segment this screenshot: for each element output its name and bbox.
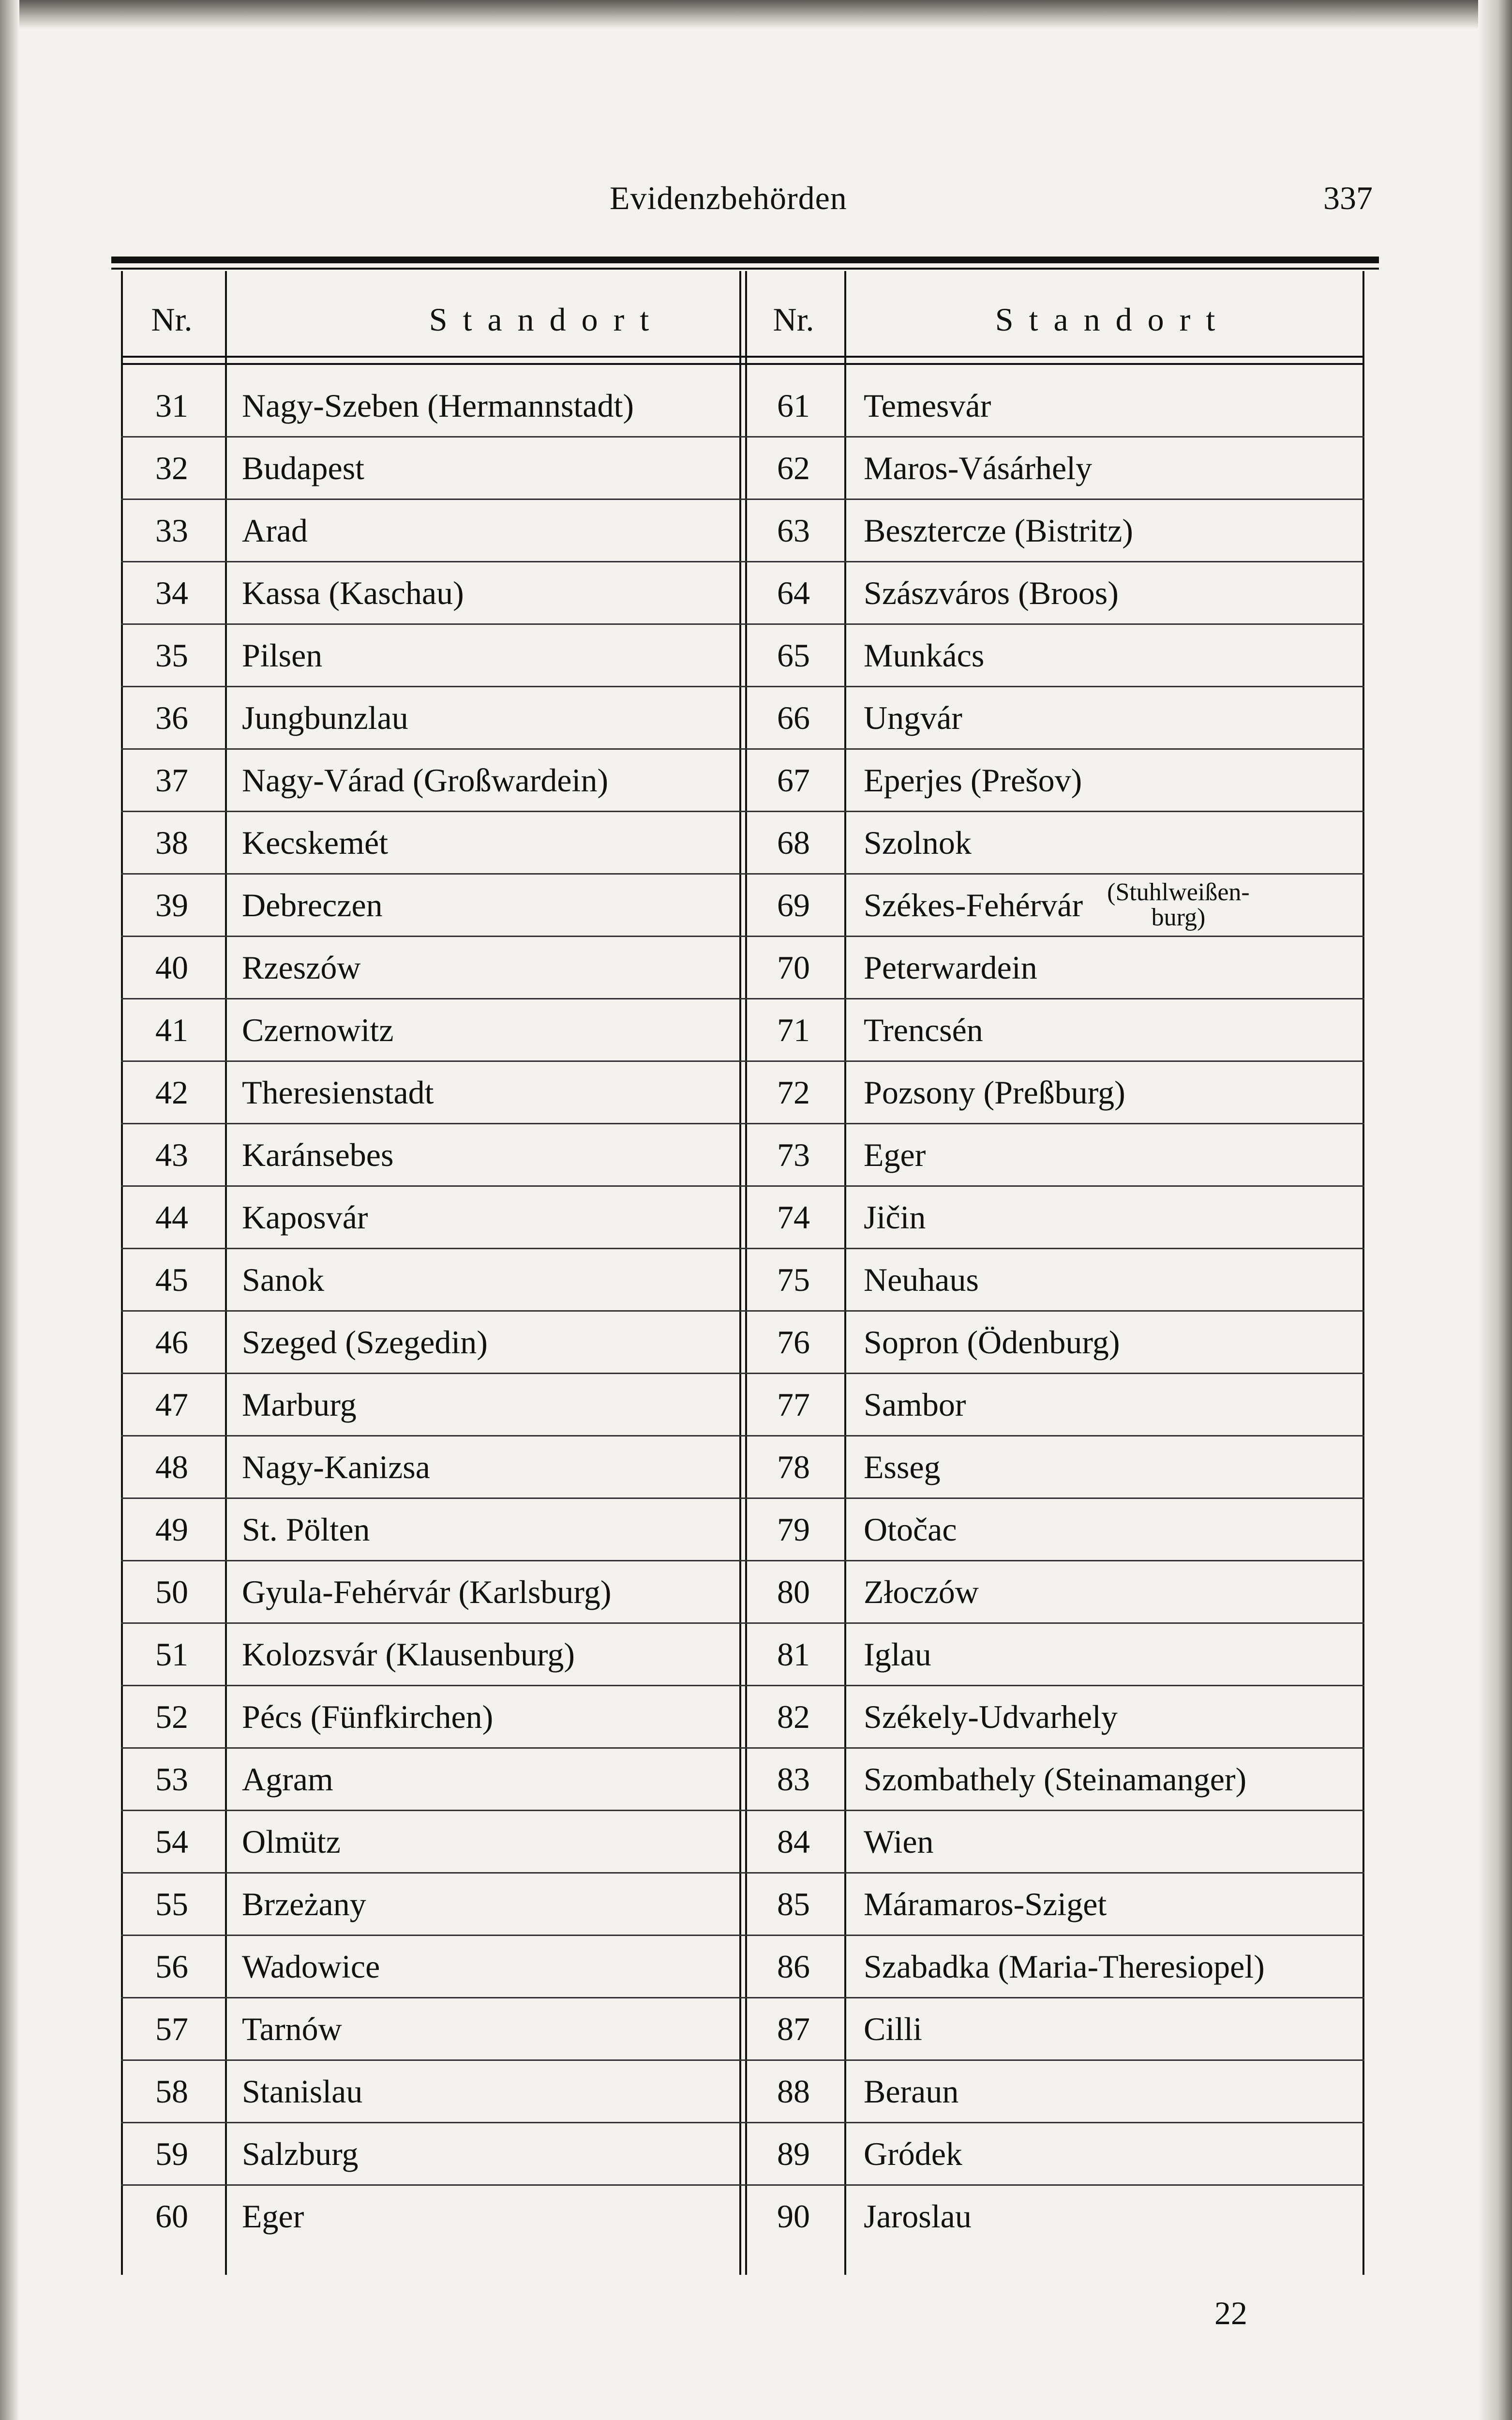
header-rule-thin bbox=[111, 268, 1379, 270]
standort-cell-right bbox=[864, 1062, 1362, 1123]
nr-cell-right bbox=[745, 1062, 842, 1123]
nr-cell-right-text: 81 bbox=[777, 1635, 810, 1673]
nr-cell-right bbox=[745, 875, 842, 936]
nr-cell-left bbox=[121, 2061, 223, 2122]
nr-cell-left bbox=[121, 1811, 223, 1872]
standort-cell-right bbox=[864, 1561, 1362, 1622]
nr-cell-right bbox=[745, 812, 842, 873]
nr-cell-left-text: 46 bbox=[155, 1323, 188, 1361]
standort-cell-right bbox=[864, 375, 1362, 436]
standort-cell-right-text: Temesvár bbox=[864, 387, 991, 424]
standort-cell-left-text: Kolozsvár (Klausenburg) bbox=[242, 1635, 575, 1673]
nr-cell-right-text: 71 bbox=[777, 1011, 810, 1048]
nr-cell-left-text: 51 bbox=[155, 1635, 188, 1673]
standort-cell-right bbox=[864, 1811, 1362, 1872]
standort-cell-right bbox=[864, 875, 1362, 936]
signature-mark: 22 bbox=[1214, 2295, 1247, 2331]
nr-cell-left-text: 37 bbox=[155, 761, 188, 799]
nr-cell-left bbox=[121, 812, 223, 873]
nr-cell-left bbox=[121, 875, 223, 936]
nr-cell-left-text: 60 bbox=[155, 2197, 188, 2235]
table-row bbox=[121, 1686, 1364, 1749]
nr-cell-left-text: 56 bbox=[155, 1948, 188, 1985]
standort-cell-left-text: Nagy-Szeben (Hermannstadt) bbox=[242, 387, 634, 424]
nr-cell-left-text: 47 bbox=[155, 1386, 188, 1423]
standort-cell-left-text: Gyula-Fehérvár (Karlsburg) bbox=[242, 1573, 612, 1610]
standort-cell-left-text: Sanok bbox=[242, 1261, 324, 1298]
standort-cell-right bbox=[864, 1624, 1362, 1685]
nr-cell-right-text: 63 bbox=[777, 512, 810, 549]
standort-cell-left-text: Eger bbox=[242, 2197, 304, 2235]
nr-cell-right bbox=[745, 1187, 842, 1248]
header-nr-left: Nr. bbox=[151, 301, 193, 338]
nr-cell-left-text: 55 bbox=[155, 1885, 188, 1922]
table-row bbox=[121, 1998, 1364, 2061]
standort-cell-right-text: Cilli bbox=[864, 2010, 922, 2047]
standort-cell-right-text: Besztercze (Bistritz) bbox=[864, 512, 1133, 549]
standort-cell-right-text: Székes-Fehérvár bbox=[864, 886, 1083, 923]
nr-cell-right bbox=[745, 562, 842, 623]
standort-cell-right-text: Trencsén bbox=[864, 1011, 983, 1048]
nr-cell-right bbox=[745, 1998, 842, 2059]
nr-cell-left bbox=[121, 1374, 223, 1435]
nr-cell-left-text: 58 bbox=[155, 2072, 188, 2110]
standort-cell-right-text: Beraun bbox=[864, 2072, 959, 2110]
standort-cell-right-text: Szombathely (Steinamanger) bbox=[864, 1760, 1247, 1798]
standort-cell-right bbox=[864, 1686, 1362, 1747]
header-separator-double bbox=[121, 363, 1364, 365]
standort-cell-left-text: Nagy-Várad (Großwardein) bbox=[242, 761, 609, 799]
standort-cell-right-text: Ungvár bbox=[864, 699, 962, 736]
nr-cell-right-text: 61 bbox=[777, 387, 810, 424]
standort-cell-right-text: Eger bbox=[864, 1136, 926, 1173]
nr-cell-left bbox=[121, 999, 223, 1060]
nr-cell-right bbox=[745, 2061, 842, 2122]
standort-cell-right-text: Székely-Udvarhely bbox=[864, 1698, 1118, 1735]
nr-cell-right-text: 75 bbox=[777, 1261, 810, 1298]
nr-cell-right bbox=[745, 1624, 842, 1685]
standort-cell-left-text: Rzeszów bbox=[242, 949, 361, 986]
nr-cell-right-text: 83 bbox=[777, 1760, 810, 1798]
standort-cell-right bbox=[864, 1249, 1362, 1310]
standort-cell-right bbox=[864, 687, 1362, 748]
standort-cell-right bbox=[864, 750, 1362, 811]
table-row bbox=[121, 875, 1364, 937]
nr-cell-left bbox=[121, 1249, 223, 1310]
standort-cell-right bbox=[864, 1124, 1362, 1185]
nr-cell-left bbox=[121, 438, 223, 499]
nr-cell-right bbox=[745, 1312, 842, 1373]
table-row bbox=[121, 687, 1364, 750]
standort-cell-right-text: Otočac bbox=[864, 1511, 957, 1548]
table-row bbox=[121, 625, 1364, 687]
nr-cell-left-text: 52 bbox=[155, 1698, 188, 1735]
nr-cell-right bbox=[745, 1249, 842, 1310]
table-header bbox=[121, 271, 1364, 353]
standort-cell-right bbox=[864, 1874, 1362, 1935]
nr-cell-left-text: 48 bbox=[155, 1448, 188, 1485]
standort-cell-right-text: Wien bbox=[864, 1823, 934, 1860]
nr-cell-right bbox=[745, 1749, 842, 1810]
nr-cell-left bbox=[121, 937, 223, 998]
header-standort-right: Standort bbox=[995, 301, 1231, 338]
standort-cell-right-text: Eperjes (Prešov) bbox=[864, 761, 1082, 799]
nr-cell-left bbox=[121, 1062, 223, 1123]
nr-cell-left-text: 59 bbox=[155, 2135, 188, 2172]
nr-cell-left-text: 53 bbox=[155, 1760, 188, 1798]
standort-cell-right-text: Gródek bbox=[864, 2135, 962, 2172]
nr-cell-right-text: 79 bbox=[777, 1511, 810, 1548]
nr-cell-left bbox=[121, 1499, 223, 1560]
nr-cell-right bbox=[745, 438, 842, 499]
table-row bbox=[121, 937, 1364, 999]
table-row bbox=[121, 500, 1364, 562]
standort-cell-left-text: Karánsebes bbox=[242, 1136, 394, 1173]
nr-cell-left bbox=[121, 1312, 223, 1373]
nr-cell-right bbox=[745, 625, 842, 686]
nr-cell-left-text: 33 bbox=[155, 512, 188, 549]
nr-cell-left-text: 36 bbox=[155, 699, 188, 736]
table-row bbox=[121, 1874, 1364, 1936]
nr-cell-left bbox=[121, 1686, 223, 1747]
table-row bbox=[121, 1624, 1364, 1686]
standort-cell-right bbox=[864, 812, 1362, 873]
table-row bbox=[121, 1312, 1364, 1374]
standort-cell-left-text: Agram bbox=[242, 1760, 333, 1798]
nr-cell-right-text: 62 bbox=[777, 449, 810, 486]
standort-cell-right-text: Neuhaus bbox=[864, 1261, 979, 1298]
nr-cell-left bbox=[121, 625, 223, 686]
nr-cell-left bbox=[121, 1187, 223, 1248]
nr-cell-left-text: 40 bbox=[155, 949, 188, 986]
nr-cell-left-text: 49 bbox=[155, 1511, 188, 1548]
nr-cell-right bbox=[745, 750, 842, 811]
standort-cell-right-text: Iglau bbox=[864, 1635, 931, 1673]
nr-cell-left-text: 34 bbox=[155, 574, 188, 611]
standort-cell-right-text: Jičin bbox=[864, 1198, 926, 1236]
nr-cell-left-text: 31 bbox=[155, 387, 188, 424]
standort-cell-left-text: Budapest bbox=[242, 449, 365, 486]
standort-cell-left-text: Czernowitz bbox=[242, 1011, 394, 1048]
standort-cell-right-text: Máramaros-Sziget bbox=[864, 1885, 1107, 1922]
nr-cell-left-text: 45 bbox=[155, 1261, 188, 1298]
nr-cell-left-text: 42 bbox=[155, 1074, 188, 1111]
table-row bbox=[121, 1561, 1364, 1624]
standort-cell-right-text: Sambor bbox=[864, 1386, 966, 1423]
nr-cell-right-text: 68 bbox=[777, 824, 810, 861]
standort-cell-right bbox=[864, 2061, 1362, 2122]
nr-cell-left bbox=[121, 562, 223, 623]
nr-cell-right-text: 85 bbox=[777, 1885, 810, 1922]
nr-cell-right-text: 67 bbox=[777, 761, 810, 799]
table-body bbox=[121, 375, 1364, 2248]
standort-cell-right bbox=[864, 1998, 1362, 2059]
nr-cell-left-text: 57 bbox=[155, 2010, 188, 2047]
standort-cell-right-text: Pozsony (Preßburg) bbox=[864, 1074, 1125, 1111]
nr-cell-right-text: 88 bbox=[777, 2072, 810, 2110]
standort-cell-left-text: Nagy-Kanizsa bbox=[242, 1448, 430, 1485]
nr-cell-right-text: 78 bbox=[777, 1448, 810, 1485]
standort-cell-right-text: Esseg bbox=[864, 1448, 941, 1485]
standort-cell-right bbox=[864, 1437, 1362, 1497]
standort-cell-left-text: Szeged (Szegedin) bbox=[242, 1323, 488, 1361]
standort-cell-left-text: Olmütz bbox=[242, 1823, 341, 1860]
nr-cell-right-text: 80 bbox=[777, 1573, 810, 1610]
standort-cell-right-text: Maros-Vásárhely bbox=[864, 449, 1093, 486]
standort-cell-left-text: Marburg bbox=[242, 1386, 357, 1423]
table-row bbox=[121, 1437, 1364, 1499]
standort-cell-right bbox=[864, 1499, 1362, 1560]
page-edge-left bbox=[0, 0, 19, 2420]
nr-cell-right bbox=[745, 687, 842, 748]
nr-cell-right bbox=[745, 1686, 842, 1747]
header-nr-right: Nr. bbox=[773, 301, 814, 338]
standort-cell-right-text: Złoczów bbox=[864, 1573, 979, 1610]
nr-cell-left-text: 39 bbox=[155, 886, 188, 923]
nr-cell-left bbox=[121, 1437, 223, 1497]
standort-cell-left-text: St. Pölten bbox=[242, 1511, 370, 1548]
standort-cell-right bbox=[864, 625, 1362, 686]
table-row bbox=[121, 812, 1364, 875]
standort-note bbox=[1107, 880, 1250, 930]
nr-cell-right bbox=[745, 1374, 842, 1435]
nr-cell-right-text: 70 bbox=[777, 949, 810, 986]
nr-cell-right-text: 73 bbox=[777, 1136, 810, 1173]
nr-cell-left bbox=[121, 1998, 223, 2059]
standort-cell-left-text: Tarnów bbox=[242, 2010, 342, 2047]
nr-cell-left bbox=[121, 1874, 223, 1935]
nr-cell-right bbox=[745, 1874, 842, 1935]
standort-cell-right bbox=[864, 1374, 1362, 1435]
nr-cell-right-text: 65 bbox=[777, 636, 810, 674]
nr-cell-left bbox=[121, 1936, 223, 1997]
standort-cell-left-text: Kassa (Kaschau) bbox=[242, 574, 464, 611]
nr-cell-left-text: 43 bbox=[155, 1136, 188, 1173]
standort-cell-left-text: Kaposvár bbox=[242, 1198, 368, 1236]
nr-cell-left-text: 50 bbox=[155, 1573, 188, 1610]
standort-cell-right-text: Peterwardein bbox=[864, 949, 1037, 986]
running-title: Evidenzbehörden bbox=[610, 180, 847, 216]
table-row bbox=[121, 1062, 1364, 1124]
standort-cell-right bbox=[864, 1312, 1362, 1373]
nr-cell-left bbox=[121, 2123, 223, 2184]
page-edge-top bbox=[0, 0, 1512, 29]
nr-cell-right-text: 66 bbox=[777, 699, 810, 736]
standort-cell-right-text: Szászváros (Broos) bbox=[864, 574, 1119, 611]
nr-cell-right-text: 89 bbox=[777, 2135, 810, 2172]
standort-cell-left-text: Pécs (Fünfkirchen) bbox=[242, 1698, 494, 1735]
standort-cell-right bbox=[864, 1749, 1362, 1810]
nr-cell-left-text: 44 bbox=[155, 1198, 188, 1236]
standort-note-line1: (Stuhlweißen- bbox=[1107, 878, 1250, 906]
evidenzbehoerden-table bbox=[121, 271, 1364, 2275]
standort-cell-left-text: Kecskemét bbox=[242, 824, 389, 861]
nr-cell-right-text: 64 bbox=[777, 574, 810, 611]
nr-cell-left bbox=[121, 1124, 223, 1185]
table-row bbox=[121, 2123, 1364, 2186]
table-row bbox=[121, 1187, 1364, 1249]
nr-cell-right-text: 82 bbox=[777, 1698, 810, 1735]
running-head bbox=[0, 179, 1512, 223]
standort-cell-left-text: Salzburg bbox=[242, 2135, 359, 2172]
nr-cell-left bbox=[121, 1624, 223, 1685]
header-rule-thick bbox=[111, 257, 1379, 263]
nr-cell-right bbox=[745, 937, 842, 998]
standort-cell-left-text: Brzeżany bbox=[242, 1885, 366, 1922]
nr-cell-right bbox=[745, 1437, 842, 1497]
table-row bbox=[121, 999, 1364, 1062]
nr-cell-right bbox=[745, 1936, 842, 1997]
standort-cell-right-text: Sopron (Ödenburg) bbox=[864, 1323, 1120, 1361]
standort-cell-right bbox=[864, 2123, 1362, 2184]
standort-cell-right-text: Munkács bbox=[864, 636, 985, 674]
nr-cell-left bbox=[121, 500, 223, 561]
standort-cell-right bbox=[864, 438, 1362, 499]
nr-cell-right bbox=[745, 1124, 842, 1185]
table-row bbox=[121, 1249, 1364, 1312]
standort-cell-right bbox=[864, 937, 1362, 998]
page-edge-right bbox=[1478, 0, 1512, 2420]
standort-cell-right bbox=[864, 999, 1362, 1060]
nr-cell-right-text: 69 bbox=[777, 886, 810, 923]
nr-cell-right-text: 76 bbox=[777, 1323, 810, 1361]
nr-cell-left bbox=[121, 687, 223, 748]
standort-cell-right bbox=[864, 562, 1362, 623]
standort-cell-left-text: Theresienstadt bbox=[242, 1074, 434, 1111]
nr-cell-right bbox=[745, 375, 842, 436]
standort-cell-left-text: Pilsen bbox=[242, 636, 323, 674]
standort-cell-left-text: Stanislau bbox=[242, 2072, 363, 2110]
standort-cell-right-text: Szabadka (Maria-Theresiopel) bbox=[864, 1948, 1265, 1985]
nr-cell-right bbox=[745, 500, 842, 561]
nr-cell-right-text: 72 bbox=[777, 1074, 810, 1111]
standort-cell-right bbox=[864, 500, 1362, 561]
nr-cell-left-text: 35 bbox=[155, 636, 188, 674]
nr-cell-right bbox=[745, 1561, 842, 1622]
header-separator bbox=[121, 356, 1364, 358]
standort-cell-left-text: Wadowice bbox=[242, 1948, 380, 1985]
header-standort-left: Standort bbox=[429, 301, 665, 338]
nr-cell-right bbox=[745, 2123, 842, 2184]
table-row bbox=[121, 1811, 1364, 1874]
nr-cell-right-text: 86 bbox=[777, 1948, 810, 1985]
nr-cell-left bbox=[121, 2186, 223, 2247]
nr-cell-right-text: 77 bbox=[777, 1386, 810, 1423]
nr-cell-left-text: 38 bbox=[155, 824, 188, 861]
nr-cell-left bbox=[121, 375, 223, 436]
standort-cell-right bbox=[864, 1936, 1362, 1997]
standort-cell-right bbox=[864, 2186, 1362, 2247]
table-row bbox=[121, 1936, 1364, 1998]
table-row bbox=[121, 1374, 1364, 1437]
nr-cell-right-text: 87 bbox=[777, 2010, 810, 2047]
standort-cell-right-text: Szolnok bbox=[864, 824, 972, 861]
nr-cell-right-text: 84 bbox=[777, 1823, 810, 1860]
standort-cell-right bbox=[864, 1187, 1362, 1248]
table-row bbox=[121, 2061, 1364, 2123]
nr-cell-left-text: 41 bbox=[155, 1011, 188, 1048]
nr-cell-left bbox=[121, 1561, 223, 1622]
nr-cell-right-text: 74 bbox=[777, 1198, 810, 1236]
nr-cell-right bbox=[745, 2186, 842, 2247]
page-number: 337 bbox=[1323, 180, 1373, 216]
table-row bbox=[121, 562, 1364, 625]
table-row bbox=[121, 1749, 1364, 1811]
standort-cell-left-text: Jungbunzlau bbox=[242, 699, 408, 736]
standort-note-line2: burg) bbox=[1151, 904, 1206, 931]
standort-cell-left-text: Debreczen bbox=[242, 886, 383, 923]
nr-cell-left-text: 54 bbox=[155, 1823, 188, 1860]
standort-cell-left-text: Arad bbox=[242, 512, 308, 549]
nr-cell-left bbox=[121, 750, 223, 811]
nr-cell-right bbox=[745, 1499, 842, 1560]
nr-cell-right bbox=[745, 999, 842, 1060]
table-row bbox=[121, 1499, 1364, 1561]
table-row bbox=[121, 2186, 1364, 2248]
nr-cell-right bbox=[745, 1811, 842, 1872]
standort-cell-right-text: Jaroslau bbox=[864, 2197, 972, 2235]
table-row bbox=[121, 375, 1364, 438]
nr-cell-left bbox=[121, 1749, 223, 1810]
nr-cell-left-text: 32 bbox=[155, 449, 188, 486]
table-row bbox=[121, 438, 1364, 500]
nr-cell-right-text: 90 bbox=[777, 2197, 810, 2235]
table-row bbox=[121, 1124, 1364, 1187]
table-row bbox=[121, 750, 1364, 812]
